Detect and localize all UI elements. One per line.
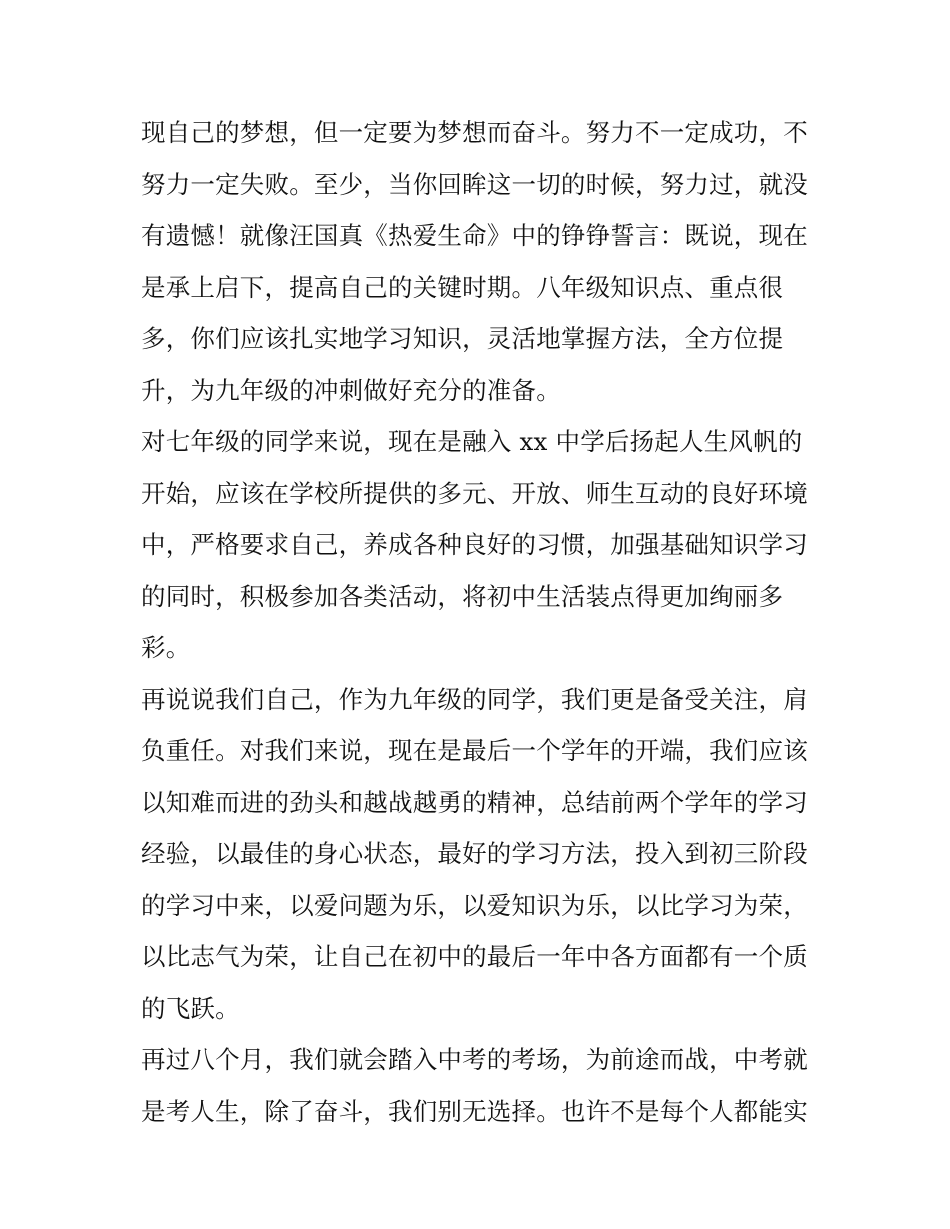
text-line: 负重任。对我们来说，现在是最后一个学年的开端，我们应该: [141, 736, 808, 765]
text-line: 经验，以最佳的身心状态，最好的学习方法，投入到初三阶段: [141, 839, 808, 868]
text-line: 现自己的梦想，但一定要为梦想而奋斗。努力不一定成功，不: [141, 118, 808, 147]
text-line: 中，严格要求自己，养成各种良好的习惯，加强基础知识学习: [141, 530, 808, 559]
text-line: 是承上启下，提高自己的关键时期。八年级知识点、重点很: [141, 272, 784, 302]
text-line: 努力一定失败。至少，当你回眸这一切的时候，努力过，就没: [141, 169, 808, 199]
text-line: 再过八个月，我们就会踏入中考的考场，为前途而战，中考就: [141, 1045, 808, 1074]
text-line: 多，你们应该扎实地学习知识，灵活地掌握方法，全方位提: [141, 324, 784, 353]
text-line: 再说说我们自己，作为九年级的同学，我们更是备受关注，肩: [141, 684, 808, 714]
text-line: 的同时，积极参加各类活动，将初中生活装点得更加绚丽多: [141, 581, 784, 611]
text-line: 是考人生，除了奋斗，我们别无选择。也许不是每个人都能实: [141, 1096, 808, 1126]
text-line: 对七年级的同学来说，现在是融入 xx 中学后扬起人生风帆的: [141, 427, 803, 456]
text-line: 彩。: [141, 633, 191, 662]
text-line: 以比志气为荣，让自己在初中的最后一年中各方面都有一个质: [141, 942, 808, 971]
text-line: 升，为九年级的冲刺做好充分的准备。: [141, 375, 561, 405]
text-line: 有遗憾！就像汪国真《热爱生命》中的铮铮誓言：既说，现在: [141, 221, 808, 250]
text-line: 的飞跃。: [141, 993, 240, 1023]
text-line: 开始，应该在学校所提供的多元、开放、师生互动的良好环境: [141, 478, 808, 508]
text-line: 的学习中来，以爱问题为乐，以爱知识为乐，以比学习为荣，: [141, 890, 808, 920]
text-line: 以知难而进的劲头和越战越勇的精神，总结前两个学年的学习: [141, 787, 808, 817]
document-body: [141, 107, 821, 1137]
